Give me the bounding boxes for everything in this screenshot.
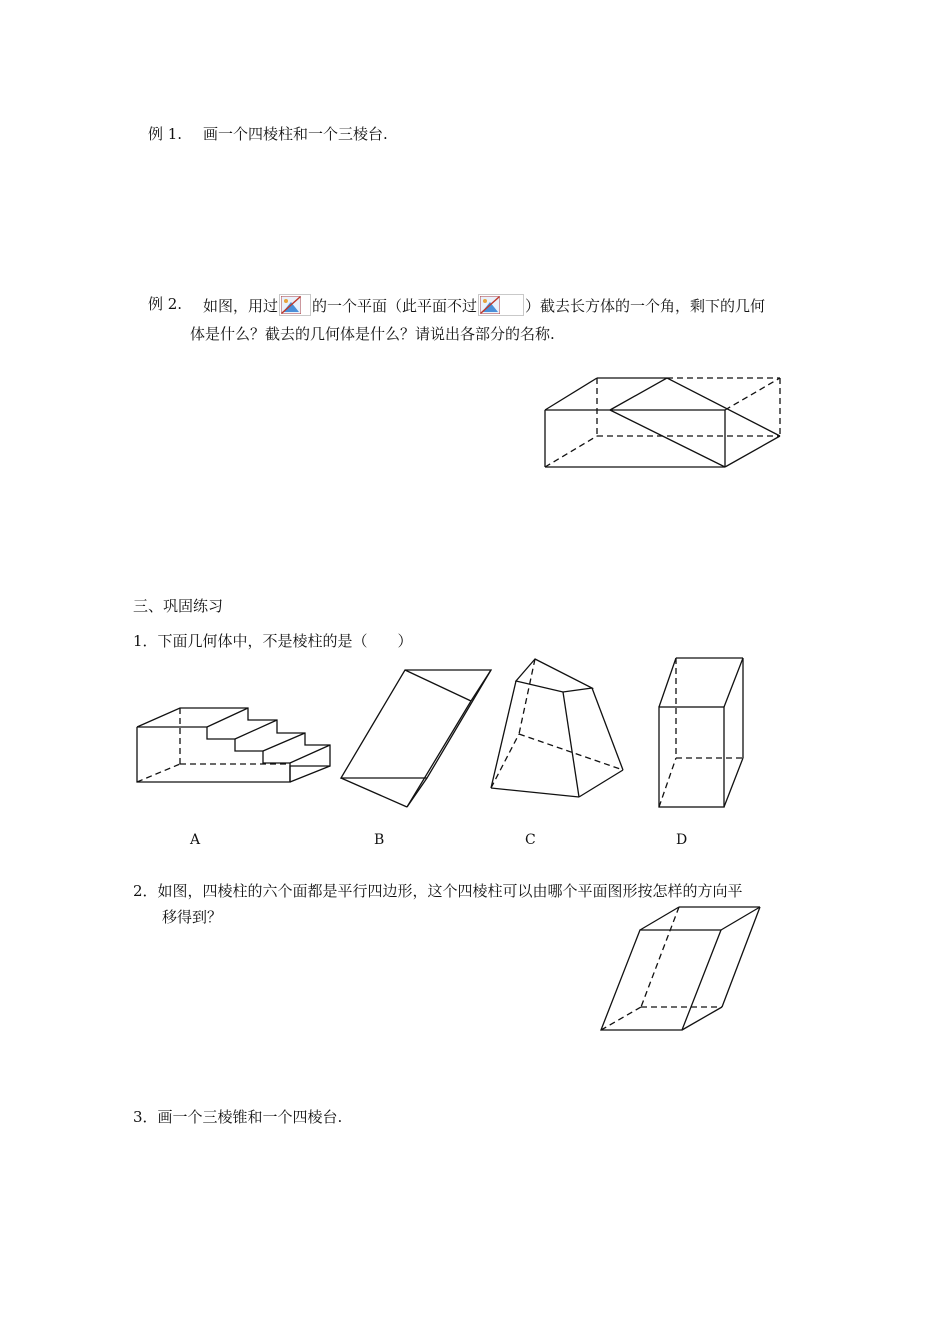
option-b-label: B [374,832,385,848]
option-a-label: A [190,832,201,848]
cuboid-cut-figure [540,372,790,472]
example2-label: 例 2. [148,295,183,313]
figure-d-box [652,652,752,812]
example1-label: 例 1. [148,125,183,143]
parallelepiped-figure [595,902,765,1037]
example2-line2: 体是什么？截去的几何体是什么？请说出各部分的名称. [190,325,555,343]
example2-text-part3: ）截去长方体的一个角，剩下的几何 [525,297,766,315]
figure-c-frustum [485,652,630,802]
option-d-label: D [676,832,688,848]
example2-line1 [203,294,765,316]
broken-image-icon [279,294,311,316]
example2-text-part2: 的一个平面（此平面不过 [312,297,478,315]
broken-image-icon [478,294,524,316]
section3-title: 三、巩固练习 [133,597,224,615]
q1-text: 1．下面几何体中，不是棱柱的是（ ） [133,632,413,650]
q3-text: 3．画一个三棱锥和一个四棱台. [133,1108,343,1126]
option-c-label: C [525,832,536,848]
figure-b-prism [335,665,500,810]
q2-line1: 2．如图，四棱柱的六个面都是平行四边形，这个四棱柱可以由哪个平面图形按怎样的方向平 [133,882,743,900]
q2-line2: 移得到？ [162,908,223,926]
example1-text: 画一个四棱柱和一个三棱台. [203,125,388,143]
figure-a-stairs [130,700,340,790]
example2-text-part1: 如图，用过 [203,297,279,315]
